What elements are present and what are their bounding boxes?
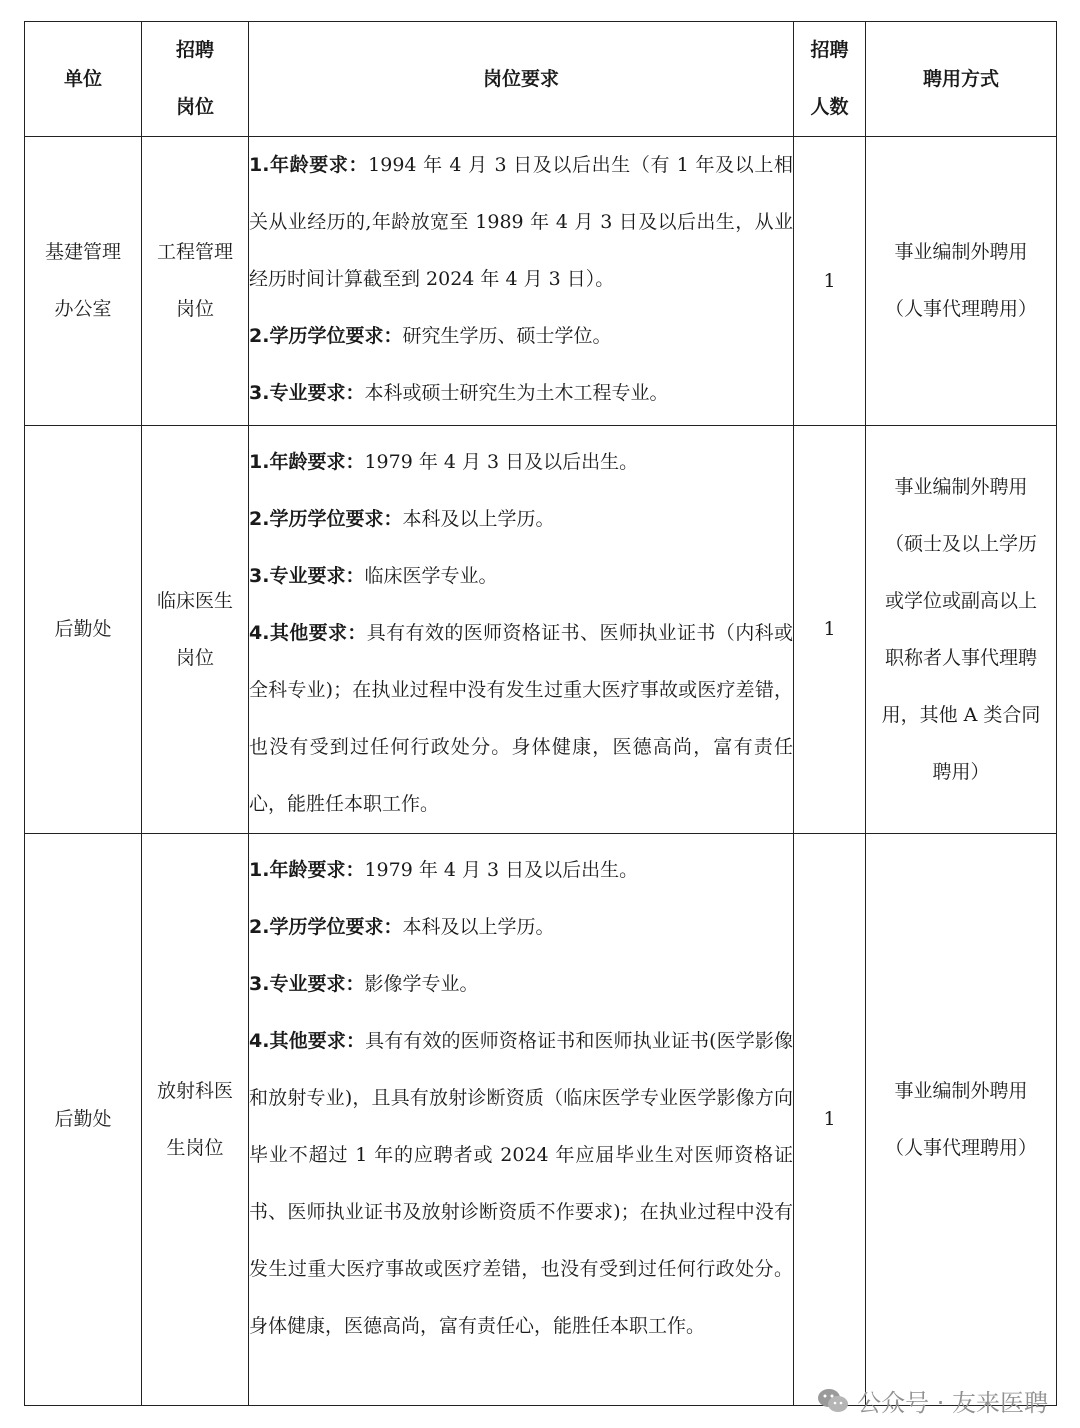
req-education <box>249 308 793 365</box>
method-line: （人事代理聘用） <box>884 1136 1037 1159</box>
req-major <box>249 365 793 422</box>
method-line: 用，其他 A 类合同 <box>881 703 1041 726</box>
req-other-label: 4.其他要求： <box>249 1030 366 1052</box>
unit-cell <box>25 137 142 426</box>
req-education-label: 2.学历学位要求： <box>249 325 403 347</box>
req-education <box>249 899 793 956</box>
req-education <box>249 491 793 548</box>
count-cell: 1 <box>794 137 866 426</box>
position-line: 工程管理 <box>156 241 233 263</box>
hiring-method-cell <box>866 834 1057 1406</box>
method-line: 事业编制外聘用 <box>894 241 1028 263</box>
position-line: 临床医生 <box>156 589 233 612</box>
hiring-method-cell <box>866 137 1057 426</box>
header-count <box>794 22 866 137</box>
req-major-text: 本科或硕士研究生为土木工程专业。 <box>364 382 669 404</box>
header-hiring-method: 聘用方式 <box>866 22 1057 137</box>
req-other-text: 具有有效的医师资格证书、医师执业证书（内科或全科专业)；在执业过程中没有发生过重大医疗事故或医疗差错，也没有受到过任何行政处分。身体健康，医德高尚，富有责任心，能胜任本职工作。 <box>249 622 793 815</box>
watermark <box>817 1383 1048 1418</box>
position-line: 生岗位 <box>166 1136 224 1159</box>
header-row <box>25 22 1057 137</box>
header-position-line2: 岗位 <box>175 96 214 118</box>
position-line: 放射科医 <box>156 1079 233 1102</box>
position-line: 岗位 <box>175 646 214 669</box>
recruitment-table <box>24 21 1057 1406</box>
header-position-line1: 招聘 <box>175 39 214 61</box>
position-cell <box>142 426 249 834</box>
unit-line: 办公室 <box>54 298 112 320</box>
method-line: 或学位或副高以上 <box>884 589 1037 612</box>
unit-cell <box>25 426 142 834</box>
method-line: 职称者人事代理聘 <box>884 646 1037 669</box>
req-other <box>249 1013 793 1355</box>
unit-cell <box>25 834 142 1406</box>
requirements-cell <box>249 834 794 1406</box>
header-requirements: 岗位要求 <box>249 22 794 137</box>
position-line: 岗位 <box>175 298 214 320</box>
req-age-text: 1979 年 4 月 3 日及以后出生。 <box>364 451 639 473</box>
unit-line: 后勤处 <box>54 1108 112 1130</box>
req-education-label: 2.学历学位要求： <box>249 916 403 938</box>
req-other-text: 具有有效的医师资格证书和医师执业证书(医学影像和放射专业)，且具有放射诊断资质（临床医学专业医学影像方向毕业不超过 1 年的应聘者或 2024 年应届毕业生对医师资格证书、医师执业证书及放射诊断资质不作要求)；在执业过程中没有发生过重大医疗事故或医疗差错，也没有受到过任何行政处分。身体健康，医德高尚，富有责任心，能胜任本职工作。 <box>249 1030 793 1337</box>
req-age <box>249 137 793 308</box>
req-age-text: 1979 年 4 月 3 日及以后出生。 <box>364 859 639 881</box>
count-cell: 1 <box>794 834 866 1406</box>
req-major <box>249 956 793 1013</box>
table-row <box>25 137 1057 426</box>
unit-line: 基建管理 <box>44 241 121 263</box>
req-major-text: 临床医学专业。 <box>364 565 498 587</box>
unit-line: 后勤处 <box>54 618 112 640</box>
req-other <box>249 605 793 833</box>
req-age-label: 1.年龄要求： <box>249 451 365 473</box>
header-count-line1: 招聘 <box>810 39 849 61</box>
method-line: 聘用） <box>932 760 990 783</box>
table-row <box>25 834 1057 1406</box>
req-major <box>249 548 793 605</box>
wechat-icon <box>817 1388 849 1414</box>
req-education-text: 本科及以上学历。 <box>402 508 555 530</box>
requirements-cell <box>249 426 794 834</box>
req-age-text: 1994 年 4 月 3 日及以后出生（有 1 年及以上相关从业经历的,年龄放宽至 1989 年 4 月 3 日及以后出生，从业经历时间计算截至到 2024 年 4 月 3 日）。 <box>249 154 793 290</box>
method-line: 事业编制外聘用 <box>894 475 1028 498</box>
header-position <box>142 22 249 137</box>
req-age <box>249 434 793 491</box>
position-cell <box>142 137 249 426</box>
req-education-text: 本科及以上学历。 <box>402 916 555 938</box>
table-row <box>25 426 1057 834</box>
method-line: 事业编制外聘用 <box>894 1079 1028 1102</box>
req-education-text: 研究生学历、硕士学位。 <box>402 325 612 347</box>
position-cell <box>142 834 249 1406</box>
method-line: （硕士及以上学历 <box>884 532 1037 555</box>
req-major-label: 3.专业要求： <box>249 382 365 404</box>
req-major-label: 3.专业要求： <box>249 565 365 587</box>
req-education-label: 2.学历学位要求： <box>249 508 403 530</box>
requirements-cell <box>249 137 794 426</box>
hiring-method-cell <box>866 426 1057 834</box>
req-age-label: 1.年龄要求： <box>249 154 369 176</box>
count-cell: 1 <box>794 426 866 834</box>
req-major-label: 3.专业要求： <box>249 973 365 995</box>
header-unit: 单位 <box>25 22 142 137</box>
req-other-label: 4.其他要求： <box>249 622 367 644</box>
method-line: （人事代理聘用） <box>884 298 1037 320</box>
header-count-line2: 人数 <box>810 96 849 118</box>
req-age <box>249 842 793 899</box>
req-major-text: 影像学专业。 <box>364 973 479 995</box>
req-age-label: 1.年龄要求： <box>249 859 365 881</box>
watermark-text: 公众号 · 友来医聘 <box>857 1389 1048 1417</box>
